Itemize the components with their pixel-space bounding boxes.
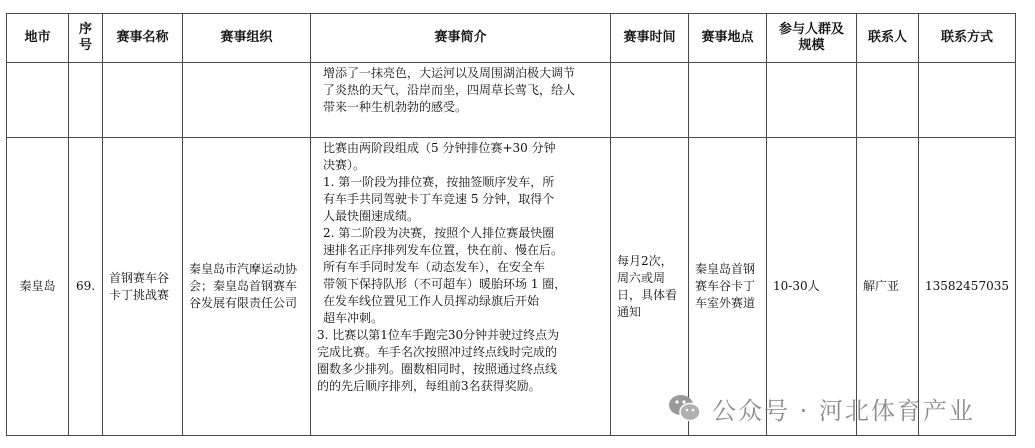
table-row bbox=[7, 63, 1016, 138]
cell-empty bbox=[69, 63, 103, 138]
intro-line: 所有车手同时发车（动态发车），在安全车 bbox=[323, 260, 546, 274]
cell-empty bbox=[7, 63, 69, 138]
watermark-text: 公众号 · 河北体育产业 bbox=[712, 396, 975, 425]
events-table bbox=[6, 13, 1016, 436]
wechat-icon bbox=[668, 393, 702, 423]
header-name: 赛事名称 bbox=[103, 14, 183, 63]
header-phone: 联系方式 bbox=[919, 14, 1016, 63]
cell-contact: 解广亚 bbox=[857, 138, 919, 436]
intro-line: 的的先后顺序排列，每组前3名获得奖励。 bbox=[317, 379, 541, 393]
cell-empty bbox=[103, 63, 183, 138]
header-seq: 序号 bbox=[69, 14, 103, 63]
cell-seq: 69. bbox=[69, 138, 103, 436]
cell-empty bbox=[183, 63, 311, 138]
intro-line: 圈数多少排列。圈数相同时，按照通过终点线 bbox=[317, 362, 558, 376]
intro-line: 人最快圈速成绩。 bbox=[323, 209, 420, 223]
intro-line: 决赛）。 bbox=[323, 158, 366, 172]
intro-line: 速排名正序排列发车位置，快在前、慢在后。 bbox=[323, 243, 564, 257]
intro-line: 带来一种生机勃勃的感受。 bbox=[323, 100, 468, 114]
intro-line: 1. 第一阶段为排位赛，按抽签顺序发车，所 bbox=[323, 175, 555, 189]
header-place: 赛事地点 bbox=[689, 14, 767, 63]
intro-line: 3. 比赛以第1位车手跑完30分钟并驶过终点为 bbox=[317, 328, 560, 342]
header-row bbox=[7, 14, 1016, 63]
cell-phone: 13582457035 bbox=[919, 138, 1016, 436]
cell-name: 首钢赛车谷卡丁挑战赛 bbox=[103, 138, 183, 436]
cell-empty bbox=[611, 63, 689, 138]
header-scale: 参与人群及规模 bbox=[767, 14, 857, 63]
cell-empty bbox=[767, 63, 857, 138]
header-city: 地市 bbox=[7, 14, 69, 63]
cell-time: 每月2次，周六或周日，具体看通知 bbox=[611, 138, 689, 436]
cell-place: 秦皇岛首钢赛车谷卡丁车室外赛道 bbox=[689, 138, 767, 436]
header-org: 赛事组织 bbox=[183, 14, 311, 63]
cell-empty bbox=[857, 63, 919, 138]
cell-empty bbox=[689, 63, 767, 138]
header-time: 赛事时间 bbox=[611, 14, 689, 63]
header-contact: 联系人 bbox=[857, 14, 919, 63]
intro-line: 带领下保持队形（不可超车）暖胎环场 1 圈， bbox=[323, 277, 567, 291]
intro-line: 比赛由两阶段组成（5 分钟排位赛+30 分钟 bbox=[323, 141, 556, 155]
intro-line: 增添了一抹亮色，大运河以及周围湖泊极大调节 bbox=[323, 66, 576, 80]
intro-line: 超车冲刺。 bbox=[323, 311, 384, 325]
intro-line: 完成比赛。车手名次按照冲过终点线时完成的 bbox=[317, 345, 558, 359]
cell-empty bbox=[919, 63, 1016, 138]
cell-org: 秦皇岛市汽摩运动协会；秦皇岛首钢赛车谷发展有限责任公司 bbox=[183, 138, 311, 436]
header-intro: 赛事简介 bbox=[311, 14, 611, 63]
cell-intro bbox=[311, 63, 611, 138]
cell-city: 秦皇岛 bbox=[7, 138, 69, 436]
cell-scale: 10-30人 bbox=[767, 138, 857, 436]
cell-intro bbox=[311, 138, 611, 436]
intro-line: 有车手共同驾驶卡丁车竞速 5 分钟，取得个 bbox=[323, 192, 555, 206]
watermark bbox=[668, 390, 975, 426]
intro-line: 了炎热的天气，沿岸而坐，四周草长莺飞，给人 bbox=[323, 83, 576, 97]
intro-line: 2. 第二阶段为决赛，按照个人排位赛最快圈 bbox=[323, 226, 555, 240]
intro-line: 在发车线位置见工作人员挥动绿旗后开始 bbox=[323, 294, 540, 308]
